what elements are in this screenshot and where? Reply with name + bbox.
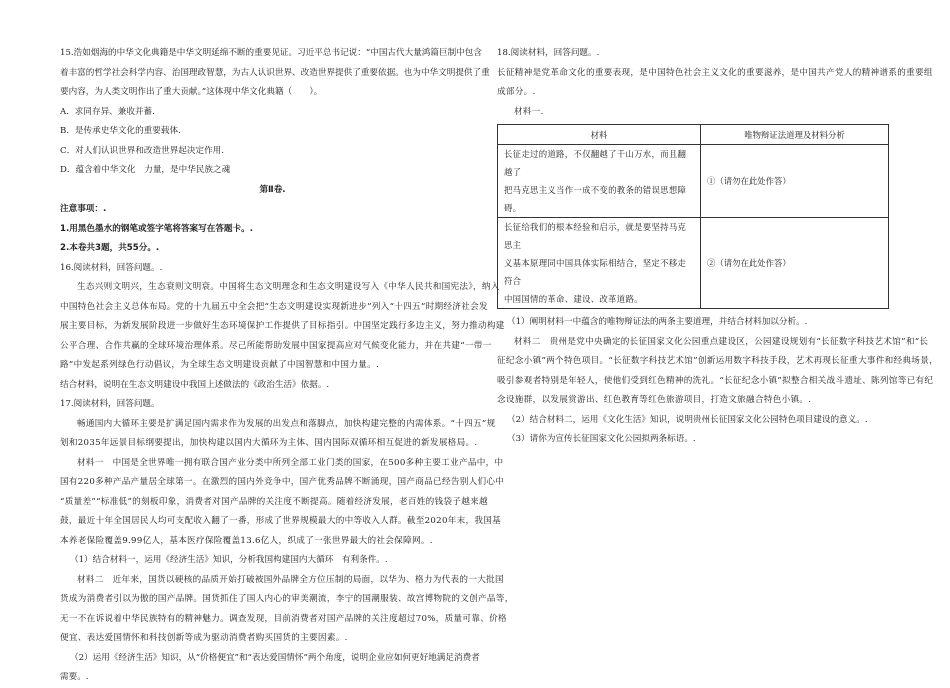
material-cell-line: 把马克思主义当作一成不变的教条的错误思想障碍。 — [504, 185, 687, 213]
text-line: 路”中发起系列绿色行动倡议，为全球生态文明建设贡献了中国智慧和中国力量。. — [60, 360, 380, 370]
text-line: 中国特色社会主义总体布局。党的十九届五中全会把“生态文明建设实现新进步”列入“十四五”时期经济社会发 — [60, 301, 488, 312]
text-line: 着丰富的哲学社会科学内容、治国理政智慧，为古人认识世界、改造世界提供了重要依据。也为中华文明提供了重 — [60, 67, 490, 78]
text-line: 公平合理、合作共赢的全球环境治理体系。尽己所能帮助发展中国家提高应对气候变化能力，并在共建“一带一 — [60, 340, 492, 351]
text-line: （1）阐明材料一中蕴含的唯物辩证法的两条主要道理，并结合材料加以分析。. — [507, 317, 808, 327]
material-table — [497, 124, 889, 309]
text-line: 16.阅读材料，回答问题。. — [60, 262, 163, 273]
material-cell-line: 长征走过的道路，不仅翻越了千山万水，而且翻越了 — [504, 149, 687, 177]
text-line: 18.阅读材料，回答问题。. — [497, 48, 600, 58]
text-line: （2）运用《经济生活》知识，从“价格便宜”和“表达爱国情怀”两个角度，说明企业应如何更好地满足消费者 — [70, 652, 480, 663]
text-line: B．是传承史华文化的重要载体. — [60, 126, 181, 136]
text-line: （1）结合材料一，运用《经济生活》知识，分析我国构建国内大循环 有利条件。. — [70, 555, 388, 565]
text-line: 便宜、表达爱国情怀和科技创新等成为驱动消费者购买国货的主要因素。. — [60, 633, 348, 643]
text-line: 国有220多种产品产量居全球第一。在激烈的国内外竞争中，国产优秀品牌不断涌现，国产商品已经告别人们心中 — [60, 477, 505, 487]
answer-cell: ①（请勿在此处作答） — [701, 145, 889, 218]
text-line: 第Ⅱ卷. — [259, 184, 286, 195]
material-cell-line: 义基本原理同中国具体实际相结合，坚定不移走符合 — [504, 258, 687, 286]
text-line: A．求同存异、兼收并蓄. — [60, 106, 155, 117]
question-18-tasks — [497, 313, 938, 450]
text-line: 鼓，最近十年全国居民人均可支配收入翻了一番，形成了世界规模最大的中等收入人群。截至2020年末，我国基 — [60, 516, 502, 526]
text-line: 征纪念小镇”两个特色项目。“长征数字科技艺术馆”创新运用数字科技手段，艺术再现长征重大事件和经典场景， — [497, 356, 938, 366]
text-line: 15.浩如烟海的中华文化典籍是中华文明延绵不断的重要见证。习近平总书记说：“中国古代大量鸿篇巨制中包含 — [60, 48, 482, 58]
text-line: 要内容，为人类文明作出了重大贡献。”这体现中华文化典籍（ ）。 — [60, 87, 323, 97]
table-header-row — [498, 125, 889, 145]
text-line: 本养老保险覆盖9.99亿人，基本医疗保险覆盖13.6亿人，织成了一张世界最大的社会保障网。. — [60, 535, 433, 546]
text-line: 2.本卷共3题，共55分。. — [60, 243, 160, 253]
text-line: 结合材料，说明在生态文明建设中我国上述做法的《政治生活》依据。. — [60, 379, 330, 390]
text-line: 生态兴则文明兴，生态衰则文明衰。中国将生态文明理念和生态文明建设写入《中华人民共和国宪法》，纳入 — [77, 282, 500, 292]
text-line: 材料一. — [514, 106, 544, 117]
table-row — [498, 145, 889, 218]
text-line: 货成为消费者引以为傲的国产品牌。国货抓住了国人内心的审美潮流，李宁的国潮服装、故宫博物院的文创产品等， — [60, 594, 514, 604]
text-line: “质量差”“标准低”的刻板印象，消费者对国产品牌的关注度不断提高。随着经济发展，老百姓的钱袋子越来越 — [60, 496, 488, 507]
text-line: 展主要目标，为新发展阶段进一步做好生态环境保护工作提供了目标指引。中国坚定践行多边主义，努力推动构建 — [60, 321, 505, 331]
answer-cell: ②（请勿在此处作答） — [701, 218, 889, 309]
text-line: （2）结合材料二，运用《文化生活》知识，说明贵州长征国家文化公园特色项目建设的意义。. — [507, 414, 868, 425]
text-line: 需要。. — [60, 672, 89, 682]
material-cell-line: 长征给我们的根本经验和启示，就是要坚持马克思主 — [504, 222, 687, 250]
material-cell — [498, 218, 701, 309]
text-line: 无一不在诉说着中华民族特有的精神魅力。调查发现，目前消费者对国产品牌的关注度超过70%，质量可靠、价格 — [60, 613, 507, 624]
text-line: C．对人们认识世界和改造世界起决定作用. — [60, 145, 224, 156]
text-line: 成部分。. — [497, 87, 536, 97]
left-column — [60, 44, 514, 688]
text-line: 长征精神是党革命文化的重要表现，是中国特色社会主义文化的重要滋养，是中国共产党人的精神谱系的重要组 — [497, 67, 933, 78]
text-line: 17.阅读材料，回答问题。 — [60, 399, 160, 409]
text-line: 材料二 近年来，国货以硬核的品质开始打破被国外品牌全方位压制的局面，以华为、格力为代表的一大批国 — [77, 574, 504, 585]
text-line: 1.用黑色墨水的钢笔或签字笔将答案写在答题卡。. — [60, 223, 253, 234]
text-line: 注意事项：. — [60, 204, 107, 214]
text-line: （3）请你为宣传长征国家文化公园拟两条标语。. — [507, 434, 696, 444]
text-line: 畅通国内大循环主要是扩满足国内需求作为发展的出发点和落脚点，加快构建完整的内需体系。“十四五”规 — [77, 418, 496, 429]
question-18-intro — [497, 44, 933, 122]
text-line: 吸引参观者特别是年轻人，使他们受到红色精神的洗礼。“长征纪念小镇”拟整合相关战斗遗址、陈列馆等已有纪 — [497, 375, 934, 386]
text-line: D．蕴含着中华文化 力量，是中华民族之魂 — [60, 165, 231, 175]
right-column — [497, 44, 938, 450]
material-cell-line: 中国国情的革命、建设、改革道路。 — [504, 294, 643, 304]
text-line: 材料一 中国是全世界唯一拥有联合国产业分类中所列全部工业门类的国家，在500多种主要工业产品中，中 — [77, 457, 504, 468]
text-line: 材料二 贵州是党中央确定的长征国家文化公园重点建设区，公园建设规划有“长征数字科技艺术馆”和“长 — [514, 336, 929, 347]
table-header-analysis: 唯物辩证法道理及材料分析 — [701, 125, 889, 145]
text-line: 念设施群，以发展赏游出、红色教育等红色旅游项目，打造文旅融合特色小镇。. — [497, 395, 812, 405]
table-row — [498, 218, 889, 309]
text-line: 划和2035年远景目标纲要提出，加快构建以国内大循环为主体、国内国际双循环相互促进的新发展格局。. — [60, 438, 478, 448]
material-cell — [498, 145, 701, 218]
table-header-material: 材料 — [498, 125, 701, 145]
